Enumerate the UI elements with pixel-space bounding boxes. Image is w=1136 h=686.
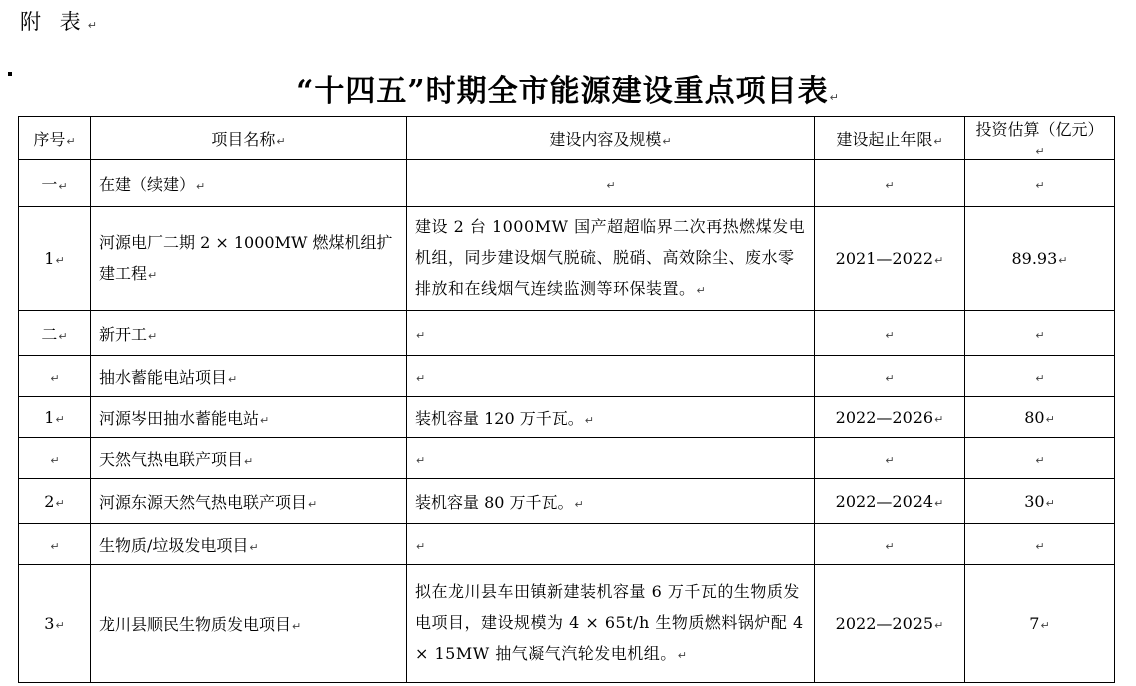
- cell-seq: 2↵: [19, 479, 91, 524]
- table-row: [19, 397, 1115, 438]
- cell-seq: ↵: [19, 524, 91, 565]
- cell-name: 生物质/垃圾发电项目↵: [91, 524, 407, 565]
- table-row: [19, 438, 1115, 479]
- cell-investment: ↵: [965, 524, 1115, 565]
- table-row: [19, 356, 1115, 397]
- cell-seq: 一↵: [19, 160, 91, 207]
- cell-name: 新开工↵: [91, 311, 407, 356]
- cell-investment: ↵: [965, 438, 1115, 479]
- table-row: [19, 479, 1115, 524]
- cell-period: 2021—2022↵: [815, 207, 965, 311]
- table-row: [19, 524, 1115, 565]
- table-row: [19, 207, 1115, 311]
- header-period: 建设起止年限↵: [815, 117, 965, 160]
- header-name: 项目名称↵: [91, 117, 407, 160]
- cell-name: 抽水蓄能电站项目↵: [91, 356, 407, 397]
- cell-content: ↵: [407, 356, 815, 397]
- cell-content: 装机容量 120 万千瓦。↵: [407, 397, 815, 438]
- table-row: [19, 311, 1115, 356]
- paragraph-mark: ↵: [87, 19, 103, 32]
- cell-investment: 89.93↵: [965, 207, 1115, 311]
- appendix-label: 附 表↵: [20, 10, 103, 34]
- cell-seq: ↵: [19, 438, 91, 479]
- header-content: 建设内容及规模↵: [407, 117, 815, 160]
- cell-period: 2022—2024↵: [815, 479, 965, 524]
- cell-investment: 7↵: [965, 565, 1115, 683]
- cell-name: 天然气热电联产项目↵: [91, 438, 407, 479]
- cell-content: ↵: [407, 311, 815, 356]
- cell-seq: 1↵: [19, 397, 91, 438]
- cell-investment: ↵: [965, 160, 1115, 207]
- cell-name: 河源岑田抽水蓄能电站↵: [91, 397, 407, 438]
- cell-investment: 80↵: [965, 397, 1115, 438]
- cell-period: ↵: [815, 160, 965, 207]
- header-seq: 序号↵: [19, 117, 91, 160]
- cell-period: ↵: [815, 311, 965, 356]
- header-investment: 投资估算（亿元）↵: [965, 117, 1115, 160]
- cell-name: 龙川县顺民生物质发电项目↵: [91, 565, 407, 683]
- cell-name: 河源电厂二期 2 × 1000MW 燃煤机组扩建工程↵: [91, 207, 407, 311]
- cell-investment: ↵: [965, 311, 1115, 356]
- projects-table: [18, 116, 1115, 683]
- cell-period: 2022—2026↵: [815, 397, 965, 438]
- cell-investment: ↵: [965, 356, 1115, 397]
- cell-period: ↵: [815, 438, 965, 479]
- cell-seq: ↵: [19, 356, 91, 397]
- cell-period: ↵: [815, 356, 965, 397]
- cell-seq: 1↵: [19, 207, 91, 311]
- cell-period: 2022—2025↵: [815, 565, 965, 683]
- cell-content: 建设 2 台 1000MW 国产超超临界二次再热燃煤发电机组，同步建设烟气脱硫、脱硝、高效除尘、废水零排放和在线烟气连续监测等环保装置。↵: [407, 207, 815, 311]
- table-row: [19, 160, 1115, 207]
- cell-content: ↵: [407, 160, 815, 207]
- cell-content: ↵: [407, 524, 815, 565]
- cell-name: 在建（续建）↵: [91, 160, 407, 207]
- cell-name: 河源东源天然气热电联产项目↵: [91, 479, 407, 524]
- cell-period: ↵: [815, 524, 965, 565]
- cell-content: ↵: [407, 438, 815, 479]
- cell-content: 拟在龙川县车田镇新建装机容量 6 万千瓦的生物质发电项目，建设规模为 4 × 65t/h 生物质燃料锅炉配 4 × 15MW 抽气凝气汽轮发电机组。↵: [407, 565, 815, 683]
- table-row: [19, 565, 1115, 683]
- cell-investment: 30↵: [965, 479, 1115, 524]
- page-title: “十四五”时期全市能源建设重点项目表↵: [296, 74, 840, 109]
- cell-seq: 3↵: [19, 565, 91, 683]
- cell-seq: 二↵: [19, 311, 91, 356]
- paragraph-mark: ↵: [829, 91, 840, 104]
- table-header-row: [19, 117, 1115, 160]
- cell-content: 装机容量 80 万千瓦。↵: [407, 479, 815, 524]
